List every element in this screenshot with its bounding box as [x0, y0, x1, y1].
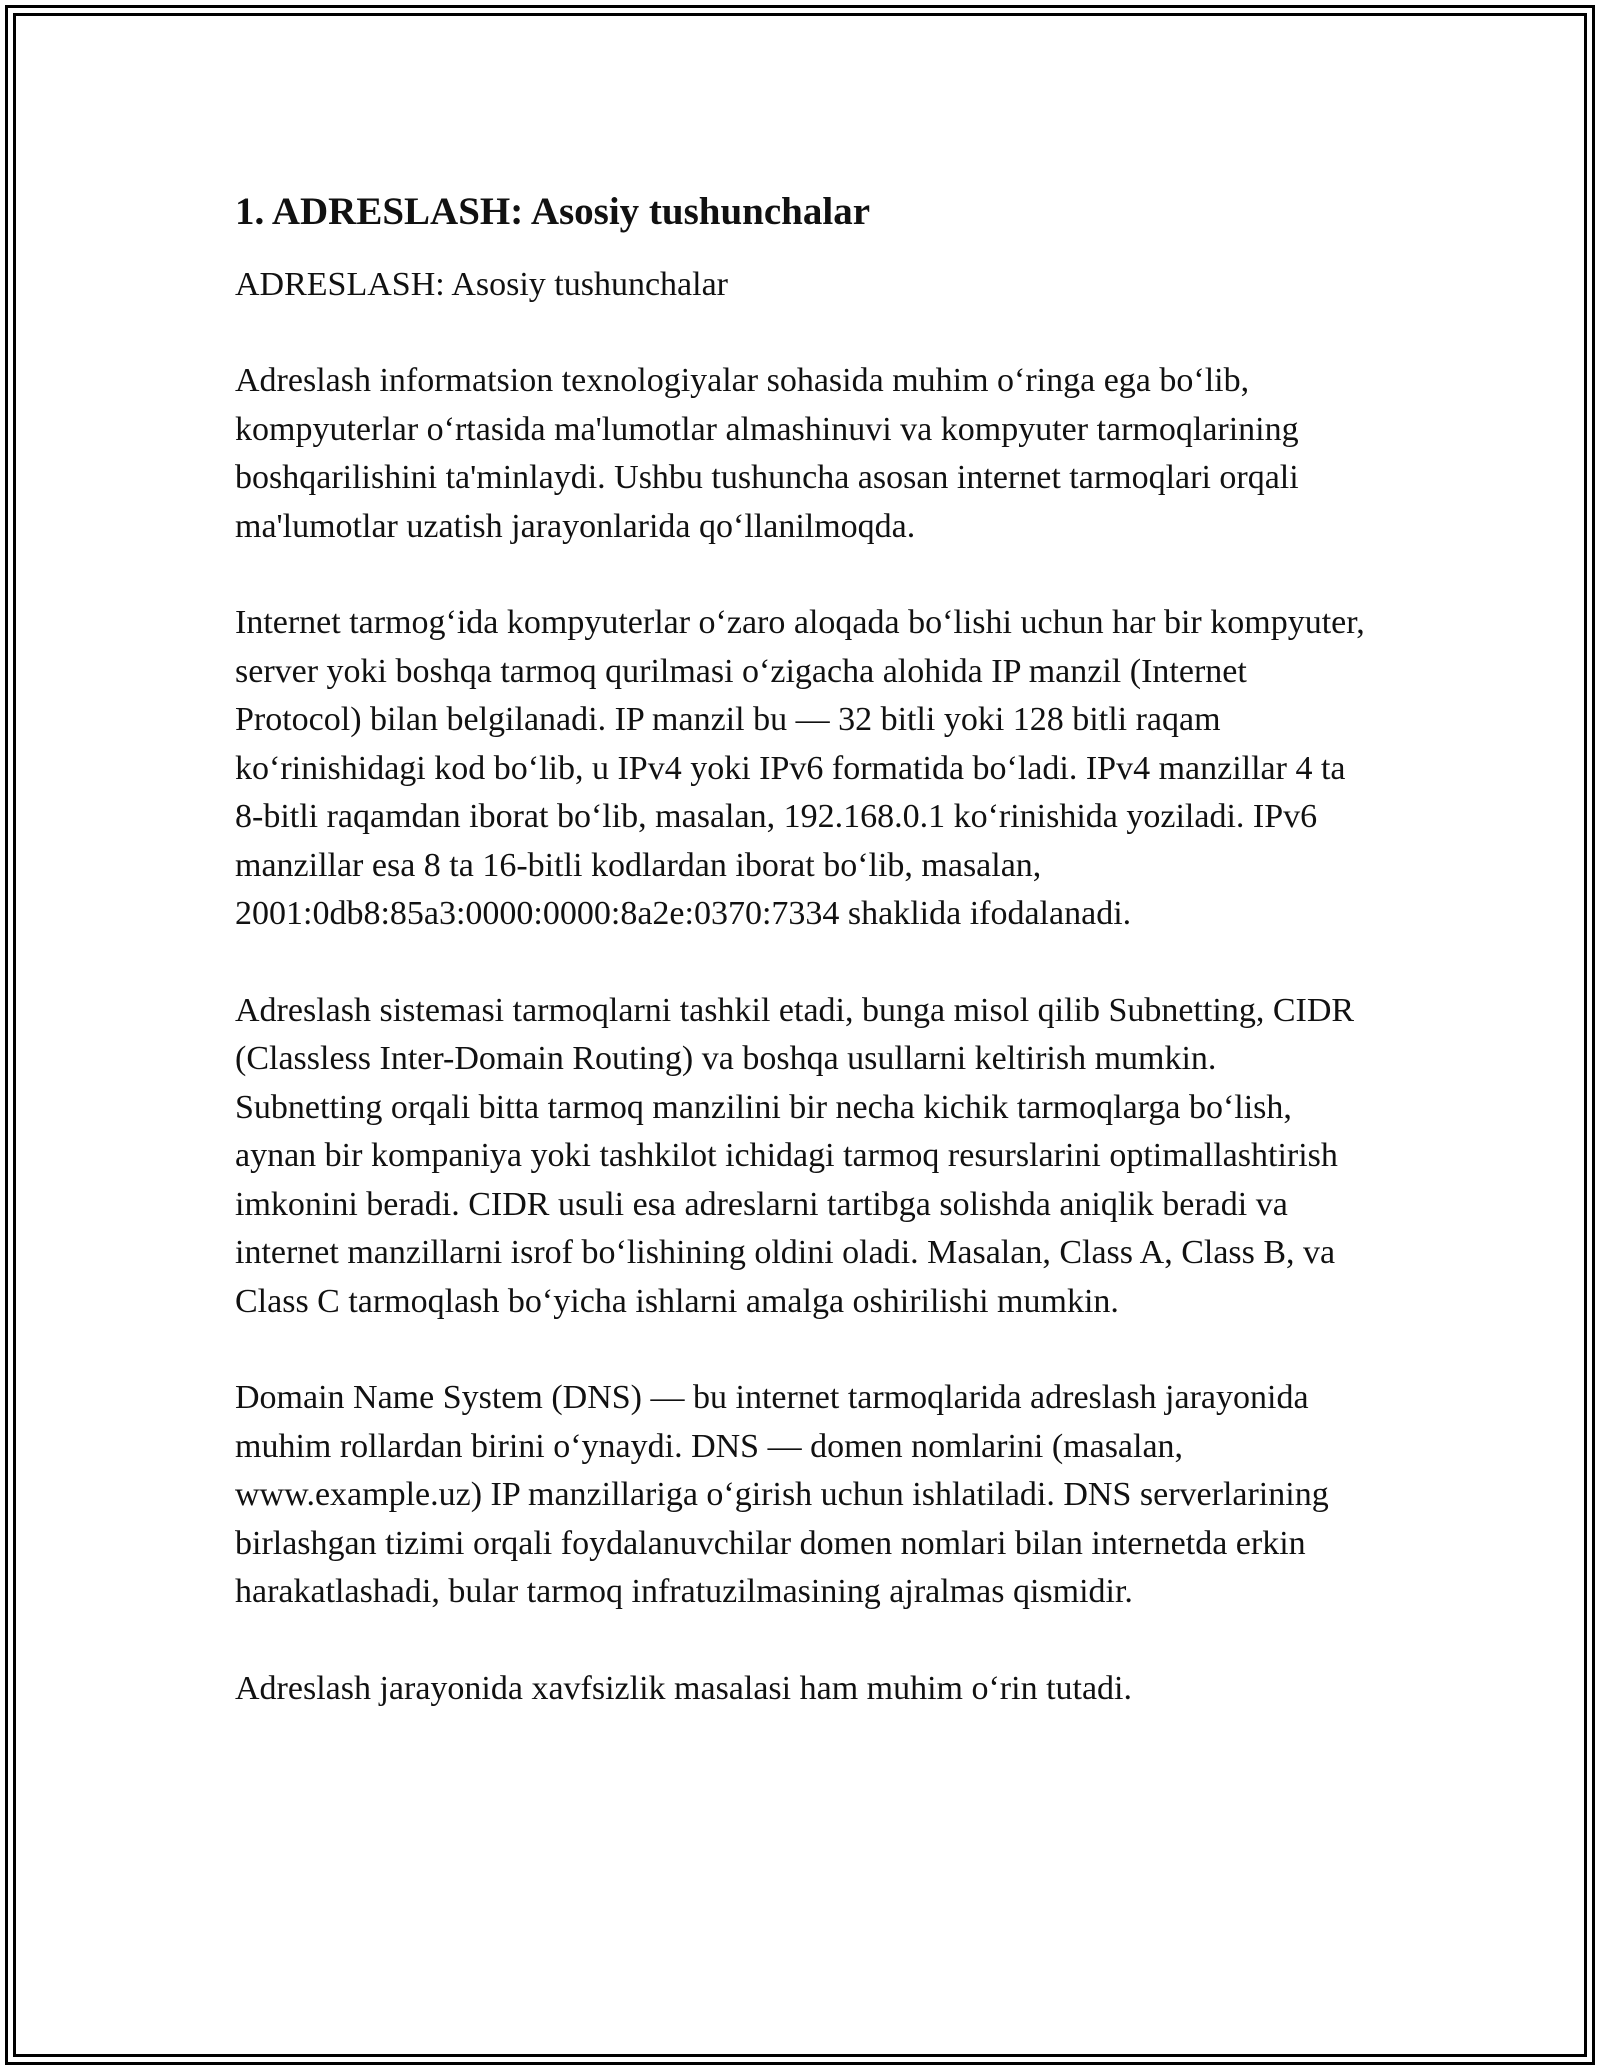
document-body [235, 185, 1365, 1761]
paragraph-dns: Domain Name System (DNS) — bu internet tarmoqlarida adreslash jarayonida muhim rollardan birini o‘ynaydi. DNS — domen nomlarini (masalan, www.example.uz) IP manzillariga o‘girish uchun ishlatiladi. DNS serverlarining birlashgan tizimi orqali foydalanuvchilar domen nomlari bilan internetda erkin harakatlashadi, bular tarmoq infratuzilmasining ajralmas qismidir. [235, 1379, 1329, 1610]
paragraph-security: Adreslash jarayonida xavfsizlik masalasi ham muhim o‘rin tutadi. [235, 1669, 1132, 1707]
paragraph-subnetting-cidr: Adreslash sistemasi tarmoqlarni tashkil etadi, bunga misol qilib Subnetting, CIDR (Classless Inter-Domain Routing) va boshqa usullarni keltirish mumkin. Subnetting orqali bitta tarmoq manzilini bir necha kichik tarmoqlarga bo‘lish, aynan bir kompaniya yoki tashkilot ichidagi tarmoq resurslarini optimallashtirish imkonini beradi. CIDR usuli esa adreslarni tartibga solishda aniqlik beradi va internet manzillarni isrof bo‘lishining oldini oladi. Masalan, Class A, Class B, va Class C tarmoqlash bo‘yicha ishlarni amalga oshirilishi mumkin. [235, 991, 1355, 1320]
section-heading: 1. ADRESLASH: Asosiy tushunchalar [235, 190, 871, 233]
paragraph-ip-address: Internet tarmog‘ida kompyuterlar o‘zaro aloqada bo‘lishi uchun har bir kompyuter, server yoki boshqa tarmoq qurilmasi o‘zigacha alohida IP manzil (Internet Protocol) bilan belgilanadi. IP manzil bu — 32 bitli yoki 128 bitli raqam ko‘rinishidagi kod bo‘lib, u IPv4 yoki IPv6 formatida bo‘ladi. IPv4 manzillar 4 ta 8-bitli raqamdan iborat bo‘lib, masalan, 192.168.0.1 ko‘rinishida yoziladi. IPv6 manzillar esa 8 ta 16-bitli kodlardan iborat bo‘lib, masalan, 2001:0db8:85a3:0000:0000:8a2e:0370:7334 shaklida ifodalanadi. [235, 604, 1365, 932]
paragraph-addressing-intro: Adreslash informatsion texnologiyalar sohasida muhim o‘ringa ega bo‘lib, kompyuterlar o‘rtasida ma'lumotlar almashinuvi va kompyuter tarmoqlarining boshqarilishini ta'minlaydi. Ushbu tushuncha asosan internet tarmoqlari orqali ma'lumotlar uzatish jarayonlarida qo‘llanilmoqda. [235, 362, 1299, 545]
section-subtitle: ADRESLASH: Asosiy tushunchalar [235, 266, 728, 303]
